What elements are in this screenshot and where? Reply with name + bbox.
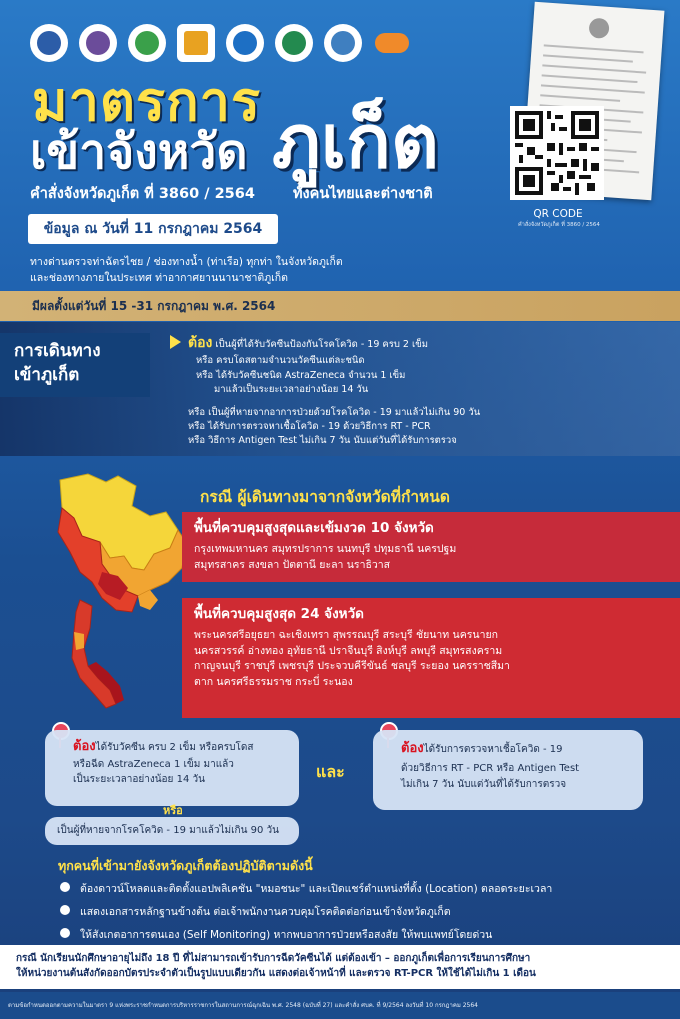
agency-logo-icon [128,24,166,62]
bullet-icon [60,882,70,892]
thailand-zone-map [40,472,190,712]
agency-logos [30,24,440,62]
or-connector: หรือ [163,804,183,817]
qr-code-label: QR CODE [533,208,583,220]
rule-item: แสดงเอกสารหลักฐานข้างต้น ต่อเจ้าพนักงานควบคุมโรคติดต่อก่อนเข้าจังหวัดภูเก็ต [60,903,451,920]
recovered-requirement-card: เป็นผู้ที่หายจากโรคโควิด - 19 มาแล้วไม่เกิน 90 วัน [45,817,299,845]
travel-line: หรือ ครบโดสตามจำนวนวัคซีนแต่ละชนิด [196,355,365,366]
everyone-heading: ทุกคนที่เข้ามายังจังหวัดภูเก็ตต้องปฏิบัติตามดังนี้ [58,858,313,873]
effective-period-band: มีผลตั้งแต่วันที่ 15 -31 กรกฎาคม พ.ศ. 2564 [0,291,680,321]
checkpoint-text: ทางด่านตรวจท่าฉัตรไชย / ช่องทางน้ำ (ท่าเรือ) ทุกท่า ในจังหวัดภูเก็ต และช่องทางภายในประเทศ ท่าอากาศยานนานาชาติภูเก็ต [30,256,343,284]
travel-line: หรือ ได้รับวัคซีนชนิด AstraZeneca จำนวน 1 เข็ม [196,370,406,381]
strict-control-zone-box [182,512,680,582]
rule-item: ต้องดาวน์โหลดและติดตั้งแอปพลิเคชัน "หมอชนะ" และเปิดแชร์ตำแหน่งที่ตั้ง (Location) ตลอดระยะเวลา [60,880,552,897]
title-line-3: ภูเก็ต [272,99,439,185]
travel-line: หรือ เป็นผู้ที่หายจากอาการป่วยด้วยโรคโควิด - 19 มาแล้วไม่เกิน 90 วัน [188,407,481,418]
travel-line: หรือ วิธีการ Antigen Test ไม่เกิน 7 วัน นับแต่วันที่ได้รับการตรวจ [188,435,457,446]
agency-logo-icon [373,24,411,62]
max-zone-provinces: พระนครศรีอยุธยา ฉะเชิงเทรา สุพรรณบุรี สระบุรี ชัยนาท นครนายก นครสวรรค์ อ่างทอง อุทัยธานี ปราจีนบุรี สิงห์บุรี ลพบุรี สมุทรสงคราม กาญจนบุรี ราชบุรี เพชรบุรี ประจวบคีรีขันธ์ ชลบุรี ระยอง นครราชสีมา ตาก นครศรีธรรมราช กระบี่ ระนอง [194,629,510,688]
order-scope: ทั้งคนไทยและต่างชาติ [293,186,433,202]
bullet-icon [60,928,70,938]
agency-logo-icon [30,24,68,62]
qr-code-caption: คำสั่งจังหวัดภูเก็ต ที่ 3860 / 2564 [518,222,600,228]
test-requirement-card: ต้องได้รับการตรวจหาเชื้อโควิด - 19 ด้วยวิธีการ RT - PCR หรือ Antigen Test ไม่เกิน 7 วัน นับแต่วันที่ได้รับการตรวจ [373,730,643,810]
qr-code[interactable] [510,106,604,200]
agency-logo-icon [226,24,264,62]
max-zone-title: พื้นที่ควบคุมสูงสุด 24 จังหวัด [194,606,364,622]
play-arrow-icon [170,335,181,349]
bullet-icon [60,905,70,915]
agency-logo-icon [324,24,362,62]
strict-zone-title: พื้นที่ควบคุมสูงสุดและเข้มงวด 10 จังหวัด [194,520,434,536]
and-connector: และ [316,762,345,781]
travel-must-line: ต้อง เป็นผู้ที่ได้รับวัคซีนป้องกันโรคโควิด - 19 ครบ 2 เข็ม [188,335,428,351]
travel-line: หรือ ได้รับการตรวจหาเชื้อโควิด - 19 ด้วยวิธีการ RT - PCR [188,421,431,432]
data-date-badge: ข้อมูล ณ วันที่ 11 กรกฎาคม 2564 [28,214,278,244]
max-control-zone-box [182,598,680,718]
garuda-emblem-icon [588,18,609,39]
legal-footer: ตามข้อกำหนดออกตามความในมาตรา 9 แห่งพระราชกำหนดการบริหารราชการในสถานการณ์ฉุกเฉิน พ.ศ. 2548 (ฉบับที่ 27) และคำสั่ง ศบค. ที่ 9/2564 ลงวันที่ 10 กรกฎาคม 2564 [0,992,680,1019]
rule-item: ให้สังเกตอาการตนเอง (Self Monitoring) หากพบอาการป่วยหรือสงสัย ให้พบแพทย์โดยด่วน [60,926,492,943]
agency-logo-icon [275,24,313,62]
strict-zone-provinces: กรุงเทพมหานคร สมุทรปราการ นนทบุรี ปทุมธานี นครปฐม สมุทรสาคร สงขลา ปัตตานี ยะลา นราธิวาส [194,543,457,571]
vaccine-requirement-card: ต้องได้รับวัคซีน ครบ 2 เข็ม หรือครบโดส หรือฉีด AstraZeneca 1 เข็ม มาแล้ว เป็นระยะเวลาอย่างน้อย 14 วัน [45,730,299,806]
title-line-2: เข้าจังหวัด [30,124,248,180]
agency-logo-icon [177,24,215,62]
students-note: กรณี นักเรียนนักศึกษาอายุไม่ถึง 18 ปี ที่ไม่สามารถเข้ารับการฉีดวัคซีนได้ แต่ต้องเข้า – ออกภูเก็ตเพื่อการเรียนการศึกษา ให้หน่วยงานต้นสังกัดออกบัตรประจำตัวเป็นรูปแบบเดียวกัน แสดงต่อเจ้าหน้าที่ และตรวจ RT-PCR ให้ใช้ได้ไม่เกิน 1 เดือน [0,945,680,989]
order-number: คำสั่งจังหวัดภูเก็ต ที่ 3860 / 2564 [30,186,255,202]
title-line-1: มาตรการ [32,70,262,133]
zone-heading: กรณี ผู้เดินทางมาจากจังหวัดที่กำหนด [200,488,450,506]
travel-line: มาแล้วเป็นระยะเวลาอย่างน้อย 14 วัน [214,384,369,395]
agency-logo-icon [79,24,117,62]
travel-label: การเดินทาง เข้าภูเก็ต [0,333,150,397]
